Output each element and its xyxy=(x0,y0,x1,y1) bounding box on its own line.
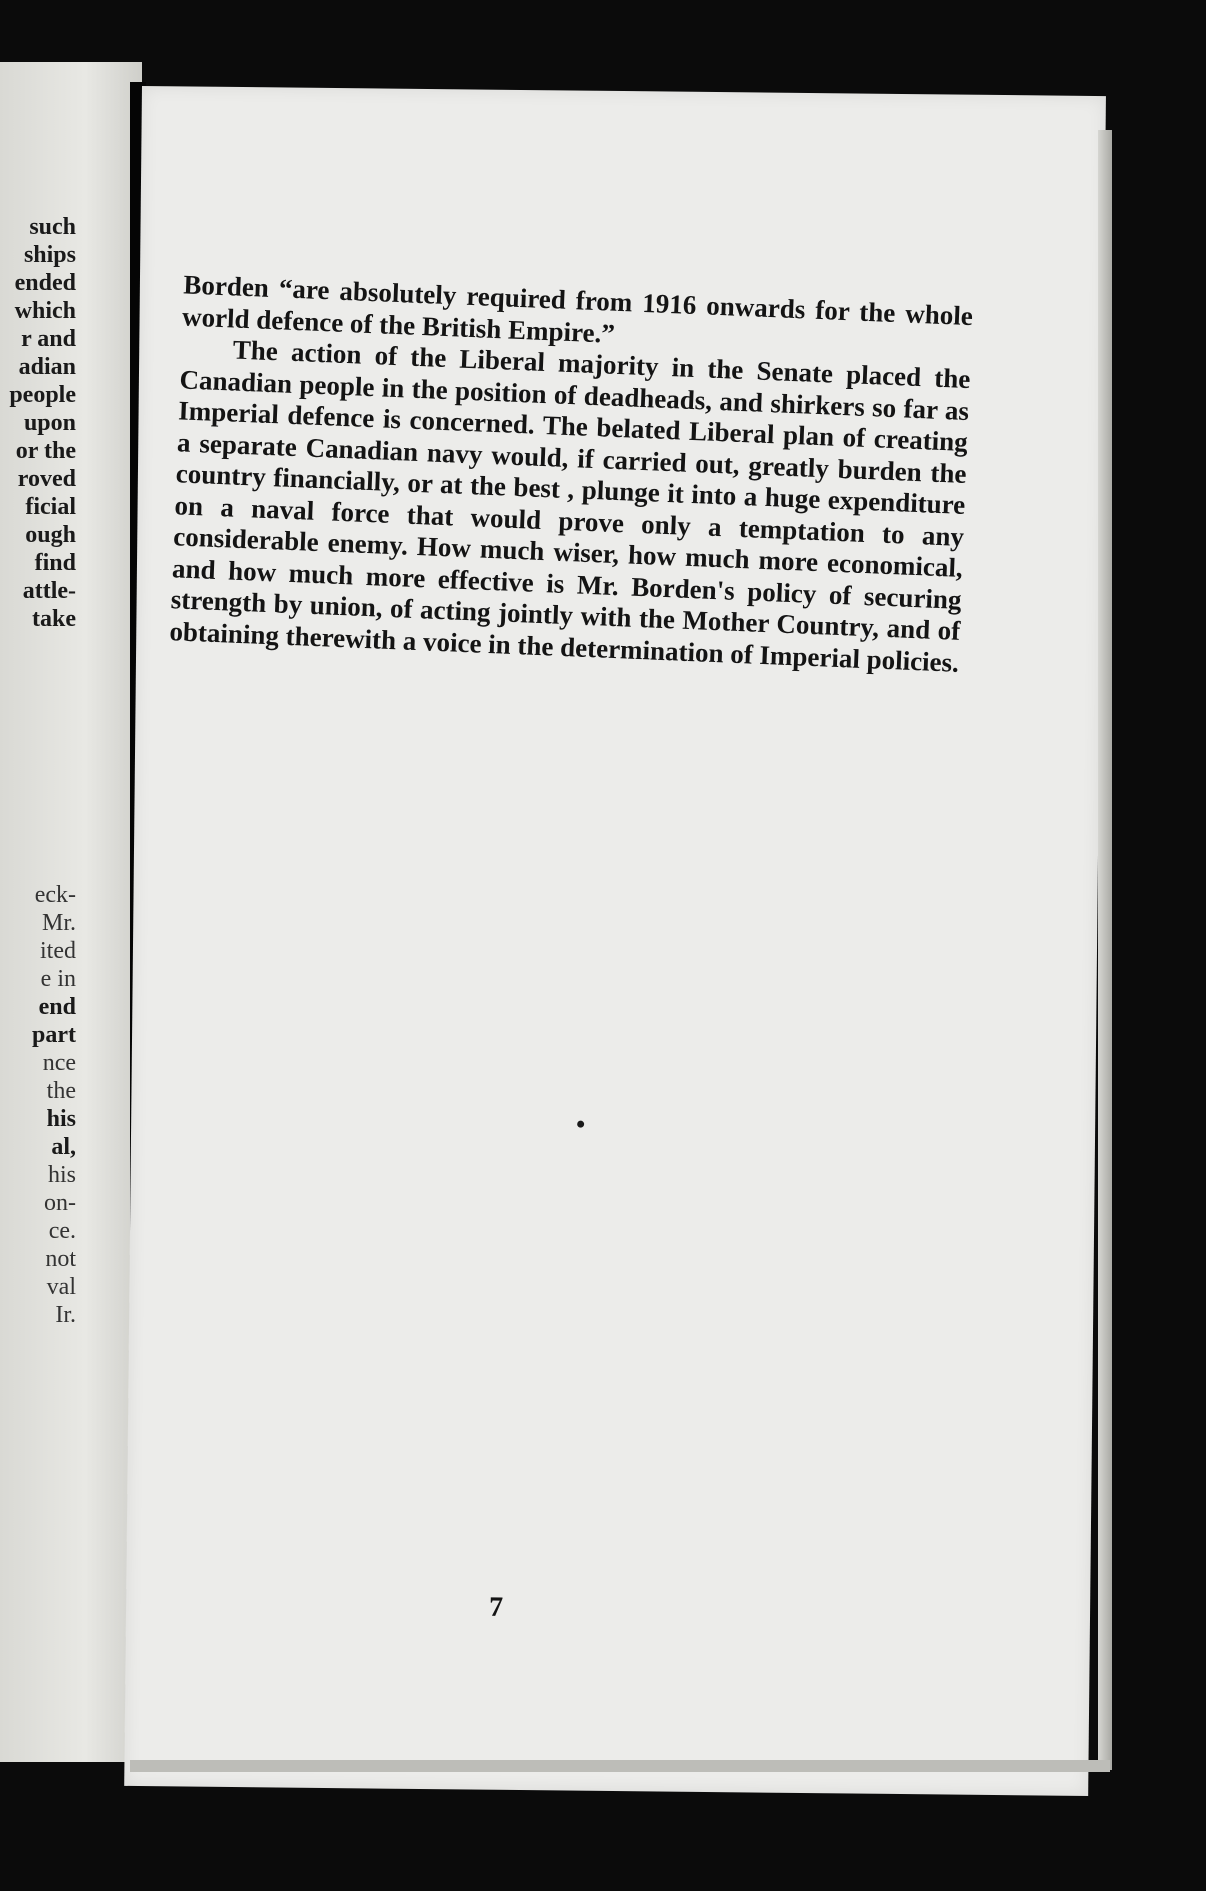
book-page xyxy=(124,86,1106,1796)
facing-page-fragment: upon xyxy=(23,410,76,436)
facing-page-fragment: his xyxy=(46,1106,76,1132)
facing-page-fragment: on- xyxy=(44,1190,76,1216)
facing-page-fragment: e in xyxy=(40,966,76,992)
facing-page-fragment: end xyxy=(38,994,76,1020)
page-edge-bottom xyxy=(130,1760,1110,1772)
page-number: 7 xyxy=(488,1591,504,1623)
facing-page-fragment: ited xyxy=(40,938,76,964)
facing-page-fragment: ough xyxy=(25,522,76,548)
facing-page-fragment: Ir. xyxy=(55,1302,76,1328)
facing-page-fragment: take xyxy=(32,606,76,632)
facing-page-fragment: roved xyxy=(17,466,76,492)
facing-page-fragment: such xyxy=(29,214,76,240)
facing-page-fragment: r and xyxy=(21,326,76,352)
facing-page-fragment: his xyxy=(47,1162,76,1188)
facing-page-fragment: or the xyxy=(15,438,76,464)
facing-page-fragment: attle- xyxy=(22,578,76,604)
paragraph-2: The action of the Liberal majority in the Senate placed the Canadian people in the position of deadheads, and shirkers so far as Imperial defence is concerned. The belated Liberal plan of creating a separate Canadian navy would, if carried out, greatly burden the country financially, or at the best , plunge it into a huge expenditure on a naval force that would prove only a temptation to any considerable enemy. How much wiser, how much more economical, and how much more effective is Mr. Borden's policy of securing strength by union, of acting jointly with the Mother Country, and of obtaining therewith a voice in the determination of Imperial policies. xyxy=(168,334,971,678)
facing-page-fragment: ficial xyxy=(25,494,76,520)
page-edge-right xyxy=(1098,130,1112,1770)
facing-page-fragment: ships xyxy=(23,242,76,268)
ink-spot xyxy=(577,1121,584,1128)
facing-page-fragment: find xyxy=(34,550,76,576)
facing-page-fragment: ended xyxy=(14,270,76,296)
facing-page-fragment: nce xyxy=(42,1050,76,1076)
facing-page-fragment: adian xyxy=(18,354,76,380)
facing-page-fragment: ce. xyxy=(48,1218,76,1244)
facing-page-fragment: people xyxy=(9,382,76,408)
facing-page-fragment: part xyxy=(32,1022,76,1048)
facing-page-fragment: which xyxy=(14,298,76,324)
facing-page xyxy=(0,62,142,1762)
facing-page-fragment: not xyxy=(45,1246,76,1272)
page-text xyxy=(169,269,974,678)
facing-page-fragment: eck- xyxy=(34,882,76,908)
facing-page-fragment: Mr. xyxy=(41,910,76,936)
facing-page-fragment: val xyxy=(46,1274,76,1300)
paragraph-1: Borden “are absolutely required from 1916 onwards for the whole world defence of the British Empire.” xyxy=(181,269,974,349)
facing-page-fragment: al, xyxy=(51,1134,76,1160)
facing-page-fragment: the xyxy=(46,1078,76,1104)
